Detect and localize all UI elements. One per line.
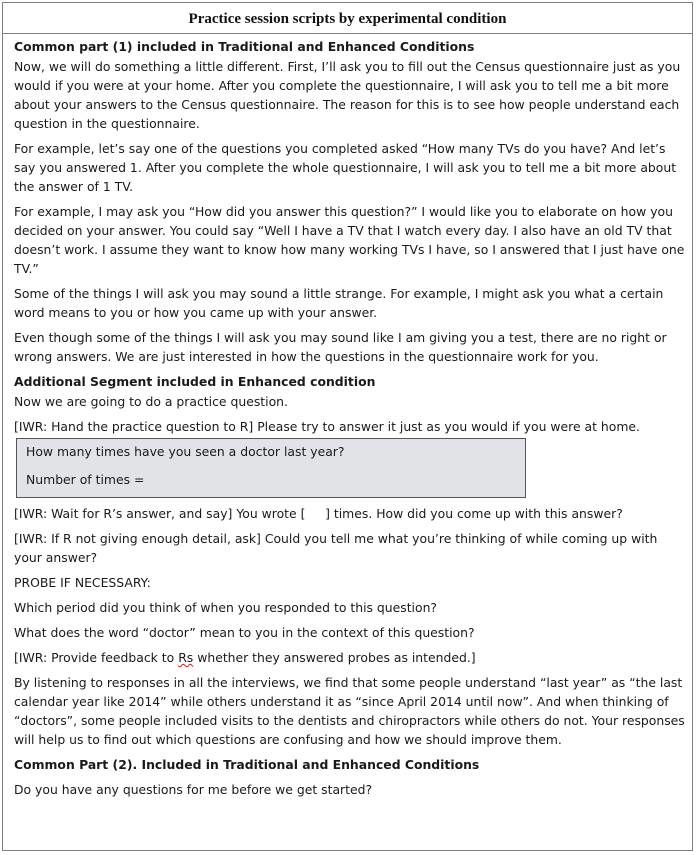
feedback-text: whether they answered probes as intended.] [193, 650, 476, 665]
probe-heading: PROBE IF NECESSARY: [14, 575, 151, 590]
section-2-paragraph: [IWR: Wait for R’s answer, and say] You wrote [ ] times. How did you come up with this answer? [14, 506, 623, 521]
section-1-paragraph: Even though some of the things I will ask you may sound like I am giving you a test, there are no right or wrong answers. We are just interested in how the questions in the questionnaire work for you. [14, 330, 667, 364]
section-2-intro: Now we are going to do a practice question. [14, 394, 288, 409]
section-1-paragraph: Some of the things I will ask you may sound a little strange. For example, I might ask you what a certain word means to you or how you came up with your answer. [14, 286, 664, 320]
section-3-question: Do you have any questions for me before we get started? [14, 782, 373, 797]
practice-question-box [16, 438, 526, 498]
practice-answer-label: Number of times = [26, 472, 145, 487]
section-1-heading: Common part (1) included in Traditional and Enhanced Conditions [14, 39, 475, 54]
section-1-paragraph: For example, let’s say one of the questions you completed asked “How many TVs do you have? And let’s say you answered 1. After you complete the whole questionnaire, I will ask you to tell me a bit more about the answer of 1 TV. [14, 141, 677, 194]
section-2-paragraph: [IWR: If R not giving enough detail, ask] Could you tell me what you’re thinking of while coming up with your answer? [14, 531, 658, 565]
section-2-heading: Additional Segment included in Enhanced condition [14, 374, 376, 389]
probe-question: Which period did you think of when you responded to this question? [14, 600, 438, 615]
probe-question: What does the word “doctor” mean to you in the context of this question? [14, 625, 475, 640]
practice-question: How many times have you seen a doctor last year? [26, 444, 345, 459]
document-title: Practice session scripts by experimental condition [188, 11, 507, 27]
feedback-instruction [14, 648, 686, 667]
document-page [2, 2, 693, 851]
section-2-closing: By listening to responses in all the interviews, we find that some people understand “last year” as “the last calendar year like 2014” while others understand it as “since April 2014 until now”. And when thinking of “doctors”, some people included visits to the dentists and chiropractors while others do not. Your responses will help us to find out which questions are confusing and how we should improve them. [14, 675, 685, 747]
feedback-text: [IWR: Provide feedback to [14, 650, 179, 665]
section-1-paragraph: For example, I may ask you “How did you answer this question?” I would like you to elaborate on how you decided on your answer. You could say “Well I have a TV that I watch every day. I also have an old TV that doesn’t work. I assume they want to know how many working TVs I have, so I answered that I just have one TV.” [14, 204, 685, 276]
spellcheck-flagged-word: Rs [178, 650, 194, 665]
section-1-paragraph: Now, we will do something a little different. First, I’ll ask you to fill out the Census questionnaire just as you would if you were at your home. After you complete the questionnaire, I will ask you to tell me a bit more about your answers to the Census questionnaire. The reason for this is to see how people understand each question in the questionnaire. [14, 59, 681, 131]
title-divider [3, 33, 692, 34]
section-2-instruction: [IWR: Hand the practice question to R] Please try to answer it just as you would if you were at home. [14, 419, 640, 434]
section-3-heading: Common Part (2). Included in Traditional and Enhanced Conditions [14, 757, 480, 772]
document-body [14, 37, 686, 805]
